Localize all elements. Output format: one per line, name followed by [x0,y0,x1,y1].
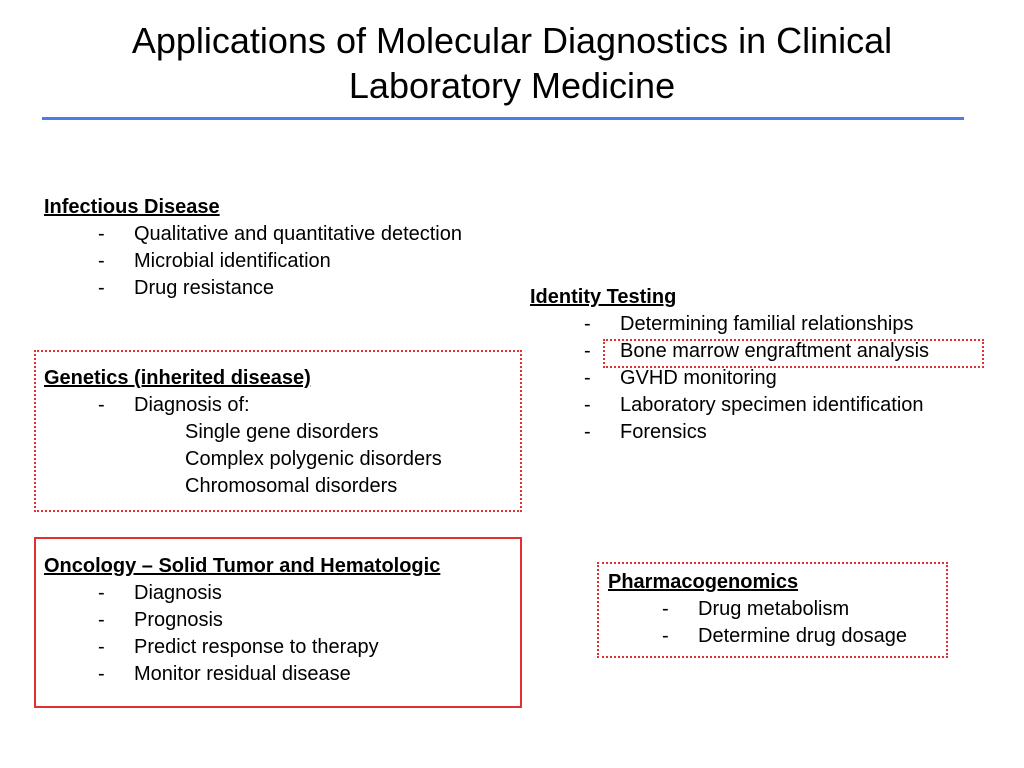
list-item: - Diagnosis of: [44,392,311,419]
bullet-dash: - [584,421,591,443]
list-item: - Prognosis [44,607,440,634]
list-item: - Microbial identification [44,248,220,275]
sub-list-item: Chromosomal disorders [185,475,398,497]
bullet-dash: - [584,394,591,416]
bullet-dash: - [98,250,105,272]
bone-marrow-highlight-box [603,339,984,368]
list-item: - Bone marrow engraftment analysis [530,338,676,365]
list-item: - Determining familial relationships [530,311,676,338]
bullet-dash: - [584,340,591,362]
pharmacogenomics-heading: Pharmacogenomics [608,571,799,593]
bullet-dash: - [98,609,105,631]
list-item: - Drug metabolism [608,596,798,623]
list-item: - Diagnosis [44,580,440,607]
bullet-dash: - [662,598,669,620]
infectious-disease-heading: Infectious Disease [44,196,220,218]
bullet-dash: - [584,313,591,335]
genetics-heading: Genetics (inherited disease) [44,367,311,389]
bullet-dash: - [98,636,105,658]
list-item: - Forensics [530,419,676,446]
bullet-dash: - [98,277,105,299]
oncology-section [44,553,440,688]
identity-testing-heading: Identity Testing [530,286,677,308]
genetics-section [44,365,442,500]
bullet-dash: - [98,223,105,245]
list-item: - Monitor residual disease [44,661,440,688]
sub-list-item: Complex polygenic disorders [185,448,442,470]
bullet-dash: - [98,582,105,604]
bullet-dash: - [662,625,669,647]
list-item: - GVHD monitoring [530,365,676,392]
infectious-disease-section [44,194,462,302]
list-item: - Drug resistance [44,275,220,302]
list-item: - Determine drug dosage [608,623,798,650]
list-item: - Predict response to therapy [44,634,440,661]
pharmacogenomics-section [608,569,908,650]
bullet-dash: - [98,663,105,685]
oncology-heading: Oncology – Solid Tumor and Hematologic [44,555,441,577]
slide-title: Applications of Molecular Diagnostics in Clinical Laboratory Medicine [131,20,893,106]
sub-list-item: Single gene disorders [185,421,379,443]
title-underline [42,117,964,120]
list-item: - Qualitative and quantitative detection [44,221,220,248]
bullet-dash: - [584,367,591,389]
bullet-dash: - [98,394,105,416]
list-item: - Laboratory specimen identification [530,392,676,419]
